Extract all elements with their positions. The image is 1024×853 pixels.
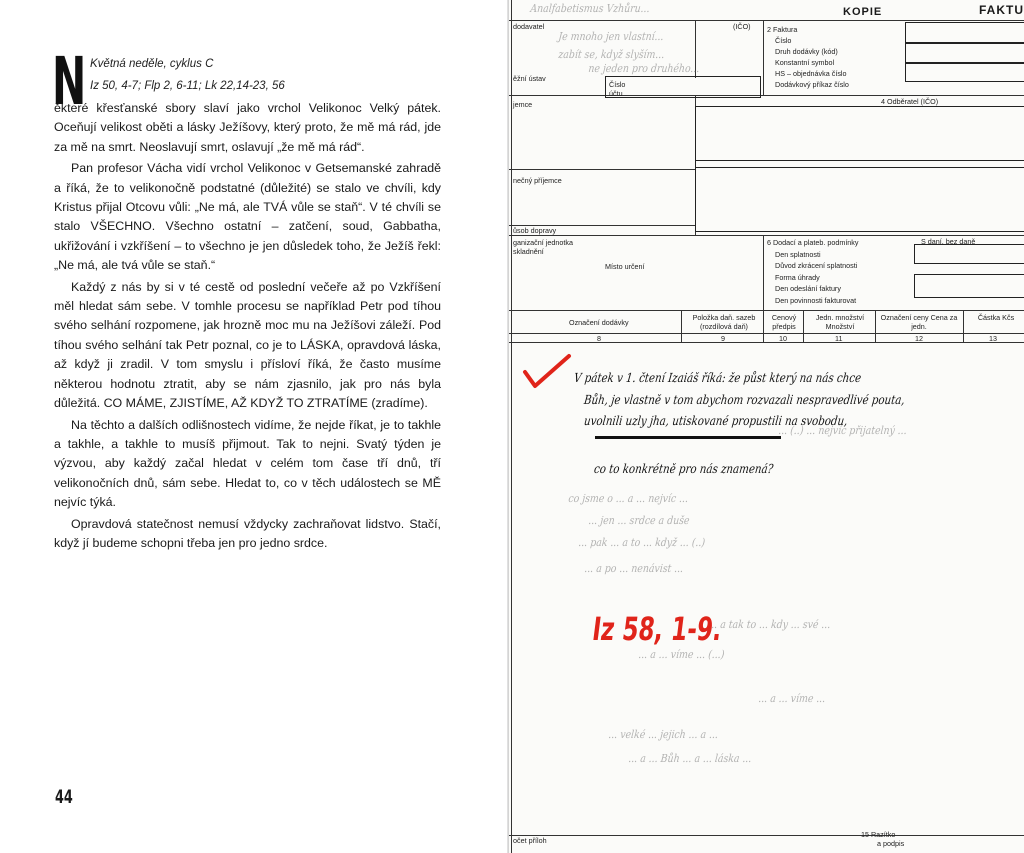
form-rule	[803, 310, 804, 342]
faint-handwriting: ne jeden pro druhého...	[587, 62, 700, 75]
column-header: Jedn. množství Množství	[815, 313, 865, 331]
handwriting-line: Bůh, je vlastně v tom abychom rozvazali nespravedlivé pouta,	[583, 392, 906, 407]
form-rule	[511, 0, 512, 853]
destination-label: Místo určení	[605, 262, 645, 271]
form-rule	[509, 20, 1024, 21]
customer-label: 4 Odběratel (IČO)	[881, 97, 939, 106]
faint-handwriting: ... a ... Bůh ... a ... láska ...	[627, 752, 753, 765]
faint-handwriting: ... a tak to ... kdy ... své ...	[707, 618, 831, 631]
delivery-fields	[767, 237, 859, 306]
field-label: a podpis	[877, 839, 905, 848]
field-label: Den splatnosti	[775, 249, 821, 259]
sermon-heading	[90, 53, 285, 97]
faint-handwriting: ... (..) ... nejvíc přijatelný ...	[777, 424, 908, 437]
tax-box	[914, 244, 1024, 264]
paragraph: Na těchto a dalších odlišnostech vidíme, že nejde říkat, je to takhle a takhle, a takhle to musíš přijmout. Tak to nejni. Svatý týden je výzvou, aby každý začal hledat v celém tom čase tří dnů, tří velikonočních dnů, sám sebe. Hledat to, co v těch událostech se MĚ nejvíc týká.	[54, 417, 441, 510]
attachments-label: očet příloh	[513, 836, 547, 845]
field-label: Dodávkový příkaz číslo	[775, 80, 849, 89]
form-rule	[763, 310, 764, 342]
sermon-text	[54, 99, 441, 555]
constant-symbol-box	[905, 62, 1024, 82]
account-label	[609, 80, 625, 98]
form-rule	[875, 310, 876, 342]
field-label: skladnění	[513, 247, 544, 256]
final-recipient-label: nečný příjemce	[513, 176, 562, 185]
right-page	[509, 0, 1024, 853]
field-label: ganizační jednotka	[513, 238, 573, 247]
supplier-label: dodavatel	[513, 22, 545, 31]
form-rule	[681, 310, 682, 342]
handwriting-line: uvolnili uzly jha, utiskované propustili na svobodu,	[583, 413, 849, 428]
column-header: Položka daň. sazeb (rozdílová daň)	[692, 313, 756, 331]
column-number: 13	[989, 334, 997, 343]
column-number: 8	[597, 334, 601, 343]
form-rule	[963, 310, 964, 342]
account-number-box	[605, 76, 761, 98]
form-rule	[763, 20, 764, 95]
paragraph: ěkteré křesťanské sbory slaví jako vrchol Velikonoc Velký pátek. Oceňují velikost oběti a lásky Ježíšovy, který proto, že mě má rád, jde za mě na smrt. Neoslavují smrt, oslavují „že mě má rád“.	[54, 101, 441, 154]
red-scripture-reference: Iz 58, 1-9.	[590, 610, 725, 648]
paragraph: Opravdová statečnost nemusí vždycky zachraňovat lidstvo. Stačí, když jí budeme schopni třeba jen pro jedno srdce.	[54, 516, 441, 550]
column-header: Částka Kčs	[977, 313, 1015, 322]
field-label: Druh dodávky (kód)	[775, 47, 838, 56]
field-label: Číslo	[609, 80, 626, 89]
form-rule	[509, 235, 1024, 236]
recipient-label: jemce	[513, 100, 533, 109]
column-number: 9	[721, 334, 725, 343]
drop-cap: N	[52, 43, 87, 120]
scripture-references: Iz 50, 4-7; Flp 2, 6-11; Lk 22,14-23, 56	[90, 80, 285, 92]
paragraph: Každý z nás by si v té cestě od poslední večeře až po Vzkříšení měl hledat sám sebe. V tomhle procesu se například Petr pod tíhou svého selhání rozpomene, jak hrozně moc mu na Ježíšovi záleží. Pod tíhou svého selhání tak Petr poznal, co je to LÁSKA, opravdová láska, až když ji zradil. V tom smyslu i přísloví říká, že často musíme některou hodnotu ztratit, aby se nám zjasnilo, jak pro nás byla důležitá. CO MÁME, ZJISTÍME, AŽ KDYŽ TO ZTRATÍME (zradíme).	[54, 279, 441, 411]
left-page	[0, 0, 509, 853]
faint-handwriting: ... pak ... a to ... když ... (..)	[577, 536, 706, 549]
handwriting-line: V pátek v 1. čtení Izaiáš říká: že půst který na nás chce	[573, 370, 863, 385]
invoice-number-box	[905, 22, 1024, 44]
form-rule	[509, 835, 1024, 836]
field-label: 6 Dodací a plateb. podmínky	[767, 238, 859, 247]
form-rule	[509, 310, 1024, 311]
field-label: Forma úhrady	[775, 272, 820, 282]
recipient-box	[695, 160, 1024, 232]
field-label: Den povinnosti fakturovat	[775, 295, 857, 305]
field-label: HS – objednávka číslo	[775, 69, 847, 78]
faint-handwriting: ... a ... víme ... (...)	[637, 648, 726, 661]
faint-handwriting: Je mnoho jen vlastní...	[557, 30, 665, 43]
faint-handwriting: ... jen ... srdce a duše	[587, 514, 691, 527]
form-rule	[763, 235, 764, 310]
faint-handwriting: zabít se, když slyším...	[557, 48, 665, 61]
column-number: 11	[835, 334, 843, 343]
faint-handwriting: co jsme o ... a ... nejvíc ...	[567, 492, 689, 505]
column-number: 10	[779, 334, 787, 343]
tax-label: S daní, bez daně	[921, 237, 976, 246]
ico-label: (IČO)	[733, 22, 751, 31]
column-number: 12	[915, 334, 923, 343]
stamp-label	[861, 830, 904, 848]
customer-box	[695, 106, 1024, 168]
field-label: 15 Razítko	[861, 830, 896, 839]
paragraph: Pan profesor Vácha vidí vrchol Velikonoc v Getsemanské zahradě a říká, že to velikonočně podstatné (důležité) se stalo ve chvíli, kdy Kristus přijal Otcovu vůli: „Ne má, ale TVÁ vůle se staň“. V té chvíli se stalo VŠECHNO. Všechno ostatní – zatčení, soud, Gabbatha, ukřižování i vzkříšení – to všechno je jen důsledek toho, že Ježíš řekl: „Ne má, ale tvá vůle se staň.“	[54, 161, 441, 273]
org-unit-label	[513, 238, 573, 256]
due-date-box	[914, 274, 1024, 298]
form-rule	[509, 95, 1024, 96]
red-check-icon	[521, 352, 573, 392]
faint-handwriting: ... a ... víme ...	[757, 692, 826, 705]
field-label: Konstantní symbol	[775, 58, 835, 67]
kopie-label: KOPIE	[843, 6, 883, 18]
field-label: Den odeslání faktury	[775, 284, 841, 293]
column-header: Označení dodávky	[569, 318, 629, 327]
faint-handwriting: ... velké ... jejich ... a ...	[607, 728, 719, 741]
faint-handwriting: Analfabetismus Vzhůru...	[529, 2, 651, 15]
invoice-fields	[767, 24, 849, 90]
field-label: Číslo	[775, 36, 792, 45]
delivery-type-box	[905, 42, 1024, 64]
sermon-title: Květná neděle, cyklus C	[90, 58, 214, 70]
form-rule	[509, 169, 695, 170]
faint-handwriting: ... a po ... nenávist ...	[583, 562, 684, 575]
field-label: účtu	[609, 89, 623, 98]
strikethrough	[595, 436, 781, 439]
form-rule	[509, 342, 1024, 343]
column-header: Označení ceny Cena za jedn.	[880, 313, 958, 331]
column-header: Cenový předpis	[771, 313, 797, 331]
page-number: 44	[55, 786, 73, 808]
form-rule	[509, 333, 1024, 334]
field-label: Důvod zkrácení splatnosti	[775, 261, 858, 270]
handwriting-line: co to konkrétně pro nás znamená?	[593, 461, 775, 476]
faktura-label: FAKTU	[979, 3, 1024, 17]
transport-label: ůsob dopravy	[513, 226, 557, 235]
bank-label: ěžní ústav	[513, 74, 546, 83]
field-label: 2 Faktura	[767, 25, 798, 34]
